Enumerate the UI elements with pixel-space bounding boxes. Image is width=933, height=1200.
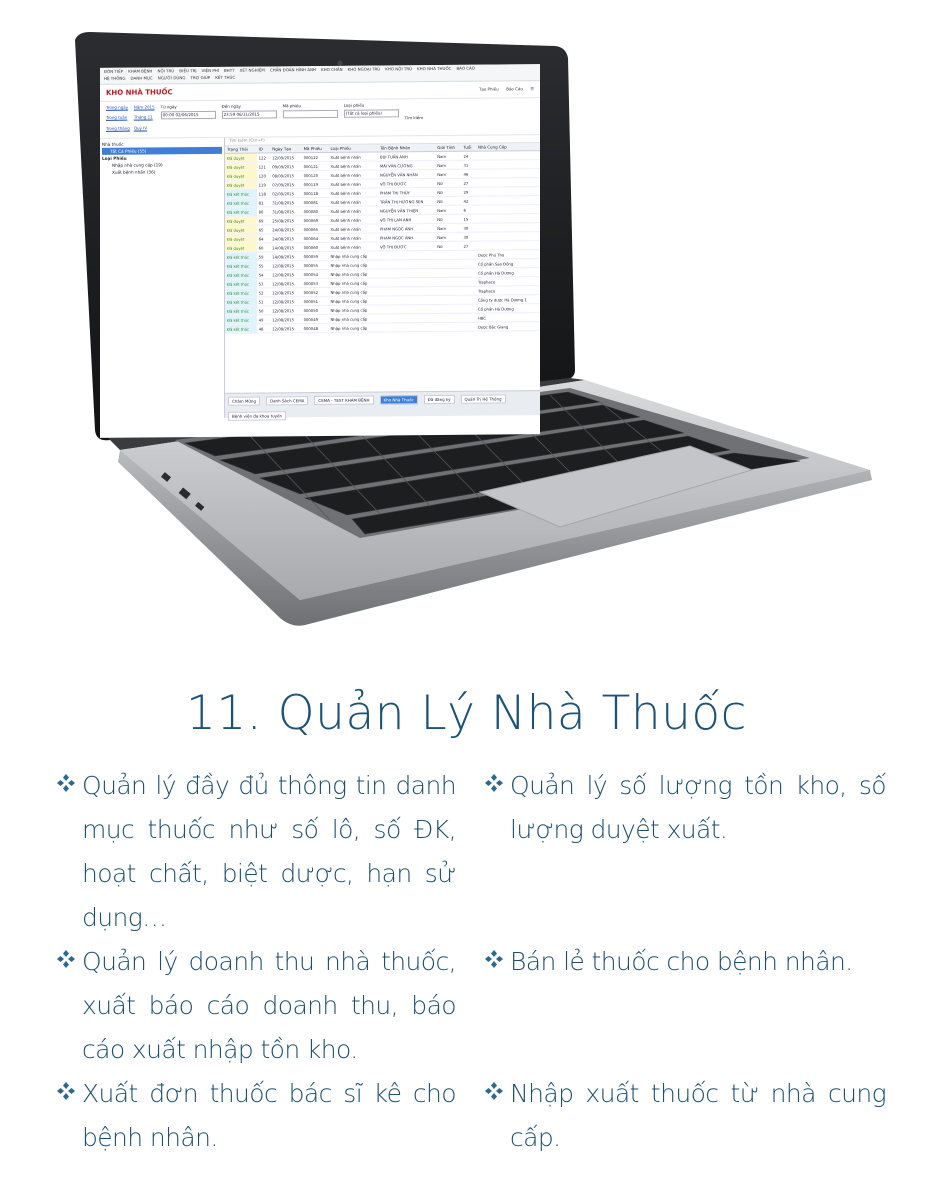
table-cell: Nữ: [435, 241, 461, 250]
grid-search-input[interactable]: Tìm kiếm (Ctrl+F): [225, 135, 540, 146]
table-cell: [462, 295, 476, 304]
hamburger-menu-icon[interactable]: ☰: [530, 86, 534, 92]
table-cell: Nhập nhà cung cấp: [328, 278, 378, 287]
table-cell: Đã duyệt: [225, 216, 257, 225]
table-cell: 52: [257, 288, 271, 297]
menu-item[interactable]: DANH MỤC: [130, 75, 153, 81]
menu-item[interactable]: BHYT: [223, 67, 235, 73]
tree-header: Nhà thuốc: [102, 141, 124, 147]
table-cell: Traphaco: [476, 277, 540, 287]
table-cell: [435, 259, 461, 268]
table-cell: Xuất bệnh nhân: [328, 170, 378, 179]
table-cell: 000055: [302, 260, 329, 269]
table-cell: 09/09/2015: [270, 162, 301, 171]
table-cell: 31/08/2015: [270, 207, 301, 216]
table-cell: 30: [462, 223, 476, 232]
table-cell: 12/08/2015: [270, 297, 301, 306]
table-cell: [462, 286, 476, 295]
report-button[interactable]: Báo Cáo: [506, 86, 523, 92]
table-cell: Đã kết thúc: [225, 261, 257, 270]
table-cell: 000065: [302, 224, 329, 233]
table-cell: 000059: [302, 251, 329, 260]
table-cell: 69: [257, 216, 271, 225]
feature-text: Xuất đơn thuốc bác sĩ kê cho bệnh nhân.: [82, 1079, 456, 1152]
footer-link[interactable]: Bệnh viện đa khoa tuyến: [228, 411, 286, 421]
table-cell: 46: [462, 169, 476, 178]
table-cell: [435, 322, 461, 331]
quick-date-link[interactable]: Tháng 11: [133, 114, 153, 120]
table-cell: Đã duyệt: [225, 180, 257, 189]
voucher-type-label: Loại phiếu: [343, 102, 365, 108]
quick-date-link[interactable]: Trong tháng: [106, 125, 130, 131]
table-cell: NGUYỄN VĂN NHÂN: [378, 169, 435, 179]
table-cell: [435, 286, 461, 295]
table-cell: Nam: [435, 169, 461, 178]
table-cell: BÙI TUẤN ANH: [378, 151, 435, 161]
from-date-input[interactable]: 00:00 02/06/2015: [161, 111, 216, 119]
table-cell: Nam: [435, 151, 461, 160]
table-cell: Xuất bệnh nhân: [328, 215, 378, 224]
tree-item-export[interactable]: Xuất bệnh nhân (36): [112, 169, 156, 175]
table-cell: MÃI VĂN CƯỜNG: [378, 160, 435, 170]
table-cell: 118: [257, 189, 271, 198]
tree-item-all[interactable]: Tất Cả Phiếu (55): [102, 147, 222, 155]
feature-item: [484, 764, 886, 940]
tree-item-import[interactable]: Nhập nhà cung cấp (19): [112, 162, 163, 168]
table-cell: 64: [257, 234, 271, 243]
table-cell: VÕ THỊ ĐƯỢC: [378, 241, 435, 251]
column-header[interactable]: Tên Bệnh Nhân: [378, 144, 435, 152]
table-cell: Đã kết thúc: [225, 270, 257, 279]
table-cell: 000053: [302, 278, 329, 287]
table-cell: 08/09/2015: [270, 171, 301, 180]
table-cell: 24/08/2015: [270, 234, 301, 243]
app-title: KHO NHÀ THUỐC: [106, 88, 173, 97]
app-screen: [100, 64, 540, 438]
table-cell: 000060: [302, 242, 329, 251]
table-cell: [435, 295, 461, 304]
table-cell: Nhập nhà cung cấp: [328, 323, 378, 332]
menu-item[interactable]: KHO NGOẠI TRÚ: [347, 66, 381, 72]
feature-list: [56, 764, 886, 1162]
table-cell: Đã kết thúc: [225, 306, 257, 315]
table-cell: 000122: [302, 152, 329, 161]
table-cell: [462, 277, 476, 286]
table-cell: Nhập nhà cung cấp: [328, 260, 378, 269]
feature-text: Quản lý doanh thu nhà thuốc, xuất báo cáo doanh thu, báo cáo xuất nhập tồn kho.: [82, 947, 456, 1064]
menu-item[interactable]: KẾT THÚC: [215, 74, 236, 80]
table-cell: VÕ THỊ LAN ANH: [378, 214, 435, 224]
menu-item[interactable]: CHẨN ĐOÁN HÌNH ẢNH: [269, 67, 317, 73]
feature-text: Quản lý đầy đủ thông tin danh mục thuốc như số lô, số ĐK, hoạt chất, biệt dược, hạn sử dụng…: [82, 771, 456, 932]
table-cell: Đã kết thúc: [225, 189, 257, 198]
table-cell: [462, 250, 476, 259]
menu-item[interactable]: HỆ THỐNG: [104, 75, 126, 81]
menu-item[interactable]: XÉT NGHIỆM: [239, 67, 265, 73]
table-cell: Đã duyệt: [225, 162, 257, 171]
table-cell: Đã kết thúc: [225, 252, 257, 261]
column-header[interactable]: Loại Phiếu: [328, 144, 378, 152]
table-cell: 000052: [302, 287, 329, 296]
bottom-tab[interactable]: Chăm Mừng: [228, 397, 260, 406]
voucher-grid: [225, 135, 540, 418]
table-cell: 02/09/2015: [270, 189, 301, 198]
table-cell: PHẠM NGỌC ÁNH: [378, 223, 435, 233]
table-cell: 000080: [302, 206, 329, 215]
table-cell: Nhập nhà cung cấp: [328, 269, 378, 278]
table-cell: Nữ: [435, 196, 461, 205]
four-diamond-bullet-icon: [56, 764, 82, 797]
table-cell: 12/08/2015: [270, 288, 301, 297]
menu-item[interactable]: KHÁM BỆNH: [128, 68, 153, 74]
table-cell: 000050: [302, 305, 329, 314]
table-cell: 42: [462, 196, 476, 205]
table-cell: [378, 322, 435, 332]
table-cell: 53: [257, 279, 271, 288]
table-cell: Traphaco: [476, 286, 540, 296]
feature-item: [56, 940, 456, 1072]
table-cell: 29: [462, 187, 476, 196]
table-cell: 15: [462, 214, 476, 223]
table-cell: 30: [462, 232, 476, 241]
table-cell: [435, 304, 461, 313]
table-cell: Đã kết thúc: [225, 279, 257, 288]
menu-item[interactable]: NGƯỜI DÙNG: [157, 75, 186, 81]
table-cell: Đã kết thúc: [225, 297, 257, 306]
tree-item-group[interactable]: Loại Phiếu: [102, 155, 127, 161]
table-cell: 120: [257, 171, 271, 180]
quick-date-links: [106, 104, 155, 134]
table-cell: HBC: [476, 313, 540, 323]
table-cell: [462, 259, 476, 268]
table-cell: Xuất bệnh nhân: [328, 233, 378, 242]
table-cell: Đã kết thúc: [225, 324, 257, 333]
table-cell: 50: [257, 306, 271, 315]
table-cell: Xuất bệnh nhân: [328, 161, 378, 170]
table-cell: 000049: [302, 314, 329, 323]
table-cell: 000051: [302, 296, 329, 305]
table-cell: Cổ phần Hà Dương: [476, 268, 540, 278]
table-cell: 55: [257, 261, 271, 270]
menu-item[interactable]: KHO CHẴN: [321, 66, 343, 72]
search-button[interactable]: Tìm kiếm: [404, 114, 424, 120]
table-cell: VÕ THỊ ĐƯỢC: [378, 178, 435, 188]
table-cell: 27: [462, 241, 476, 250]
table-cell: 12/08/2015: [270, 261, 301, 270]
menu-item[interactable]: NỘI TRÚ: [157, 68, 175, 74]
voucher-code-label: Mã phiếu: [282, 103, 301, 109]
table-cell: PHẠM NGỌC ÁNH: [378, 232, 435, 242]
table-cell: 24: [462, 151, 476, 160]
table-cell: 12/08/2015: [270, 315, 301, 324]
footer-link[interactable]: Đã đăng ký: [424, 395, 455, 404]
table-cell: Đã duyệt: [225, 153, 257, 162]
four-diamond-bullet-icon: [56, 940, 82, 973]
table-cell: 000121: [302, 161, 329, 170]
table-cell: [462, 322, 476, 331]
table-cell: Xuất bệnh nhân: [328, 206, 378, 215]
table-cell: PHẠM THỊ THÚY: [378, 187, 435, 197]
table-cell: 25/08/2015: [270, 216, 301, 225]
table-cell: 31: [462, 160, 476, 169]
table-row[interactable]: [225, 322, 540, 334]
bottom-tab[interactable]: CEMA - TEST KHÁM BỆNH: [314, 396, 373, 406]
four-diamond-bullet-icon: [484, 940, 510, 973]
table-cell: Nữ: [435, 187, 461, 196]
table-cell: 60: [257, 243, 271, 252]
footer-link[interactable]: Quản Trị Hệ Thống: [461, 394, 506, 403]
feature-item: [56, 764, 456, 940]
table-cell: Đã kết thúc: [225, 288, 257, 297]
to-date-input[interactable]: 23:59 06/11/2015: [222, 110, 277, 118]
table-cell: 000120: [302, 170, 329, 179]
from-date-label: Từ ngày: [160, 104, 177, 110]
table-cell: 000064: [302, 233, 329, 242]
menu-item[interactable]: KHO NỘI TRÚ: [385, 66, 413, 72]
table-cell: 49: [257, 315, 271, 324]
table-cell: 65: [257, 225, 271, 234]
voucher-type-select[interactable]: (Tất cả loại phiếu): [344, 109, 399, 117]
four-diamond-bullet-icon: [56, 1072, 82, 1105]
table-cell: Công ty dược Hà Dương 1: [476, 295, 540, 305]
section-heading: 11. Quản Lý Nhà Thuốc: [185, 686, 747, 741]
column-header[interactable]: Tuổi: [462, 144, 476, 152]
table-cell: [435, 313, 461, 322]
filter-panel: [100, 98, 540, 139]
table-cell: Xuất bệnh nhân: [328, 242, 378, 251]
menu-item[interactable]: TRỢ GIÚP: [190, 74, 211, 81]
column-header[interactable]: Trạng Thái: [225, 146, 257, 154]
feature-item: [56, 1072, 456, 1162]
table-cell: 80: [257, 207, 271, 216]
table-cell: [435, 250, 461, 259]
table-cell: Cổ phần Sao Đồng: [476, 259, 540, 269]
table-cell: Xuất bệnh nhân: [328, 224, 378, 233]
table-cell: [462, 304, 476, 313]
table-cell: 48: [257, 324, 271, 333]
table-cell: 000069: [302, 215, 329, 224]
table-cell: 000118: [302, 188, 329, 197]
column-header[interactable]: Ngày Tạo: [270, 145, 301, 153]
quick-date-link[interactable]: Năm 2015: [133, 104, 155, 110]
to-date-label: Đến ngày: [221, 103, 241, 109]
table-cell: 12/08/2015: [270, 270, 301, 279]
column-header[interactable]: Mã Phiếu: [302, 145, 329, 153]
table-cell: Nhập nhà cung cấp: [328, 287, 378, 296]
feature-item: [484, 940, 886, 1072]
table-cell: Nhập nhà cung cấp: [328, 296, 378, 305]
table-cell: 12/08/2015: [270, 324, 301, 333]
table-cell: Xuất bệnh nhân: [328, 197, 378, 206]
bottom-tab-bar: [225, 390, 540, 418]
table-cell: Đã duyệt: [225, 243, 257, 252]
table-cell: 31/08/2015: [270, 198, 301, 207]
table-cell: Đã kết thúc: [225, 198, 257, 207]
voucher-tree: [100, 138, 225, 419]
table-cell: 51: [257, 297, 271, 306]
feature-text: Nhập xuất thuốc từ nhà cung cấp.: [510, 1079, 886, 1152]
table-cell: Nhập nhà cung cấp: [328, 314, 378, 323]
table-cell: 12/08/2015: [270, 306, 301, 315]
table-cell: 000081: [302, 197, 329, 206]
four-diamond-bullet-icon: [484, 764, 510, 797]
quick-date-link[interactable]: Trong ngày: [106, 104, 129, 110]
table-cell: Nam: [435, 160, 461, 169]
table-cell: 59: [257, 252, 271, 261]
table-cell: Nữ: [435, 178, 461, 187]
table-cell: Nam: [435, 232, 461, 241]
table-cell: Nhập nhà cung cấp: [328, 251, 378, 260]
table-cell: 121: [257, 162, 271, 171]
menu-item[interactable]: KHO NHÀ THUỐC: [417, 65, 452, 72]
table-cell: 000048: [302, 323, 329, 332]
table-cell: Nhập nhà cung cấp: [328, 305, 378, 314]
table-cell: [462, 268, 476, 277]
menu-item[interactable]: VIỆN PHÍ: [201, 67, 219, 74]
table-cell: TRẦN THỊ HƯƠNG SEN: [378, 196, 435, 206]
table-cell: 14/08/2015: [270, 252, 301, 261]
table-cell: Nam: [435, 205, 461, 214]
table-cell: Đã duyệt: [225, 234, 257, 243]
table-cell: 81: [257, 198, 271, 207]
table-cell: 27: [462, 178, 476, 187]
column-header[interactable]: Nhà Cung Cấp: [476, 143, 540, 151]
feature-text: Bán lẻ thuốc cho bệnh nhân.: [510, 947, 853, 976]
table-cell: Nữ: [435, 214, 461, 223]
table-cell: NGUYỄN VĂN THIỆN: [378, 205, 435, 215]
table-cell: [435, 268, 461, 277]
table-cell: [435, 277, 461, 286]
feature-item: [484, 1072, 886, 1162]
quick-date-link[interactable]: Quý IV: [133, 125, 148, 131]
table-cell: Xuất bệnh nhân: [328, 152, 378, 161]
table-cell: Cổ phần Hà Dương: [476, 304, 540, 314]
voucher-code-input[interactable]: [283, 110, 338, 118]
table-cell: Đã duyệt: [225, 225, 257, 234]
four-diamond-bullet-icon: [484, 1072, 510, 1105]
table-cell: 24/08/2015: [270, 225, 301, 234]
table-cell: [462, 313, 476, 322]
table-cell: 07/09/2015: [270, 180, 301, 189]
table-cell: 000119: [302, 179, 329, 188]
column-header[interactable]: ID: [257, 145, 271, 153]
table-cell: 000054: [302, 269, 329, 278]
table-cell: Xuất bệnh nhân: [328, 179, 378, 188]
table-cell: 6: [462, 205, 476, 214]
bottom-tab[interactable]: Kho Nhà Thuốc: [380, 395, 418, 404]
table-cell: 12/09/2015: [270, 153, 301, 162]
table-cell: Đã kết thúc: [225, 207, 257, 216]
menu-item[interactable]: BÁO CÁO: [456, 65, 475, 71]
table-cell: Dược Phú Thọ: [476, 250, 540, 260]
quick-date-link[interactable]: Trong tuần: [106, 115, 128, 121]
table-cell: Đã kết thúc: [225, 315, 257, 324]
table-cell: 119: [257, 180, 271, 189]
table-cell: Dược Bắc Giang: [476, 322, 540, 332]
create-voucher-button[interactable]: Tạo Phiếu: [478, 86, 499, 92]
table-cell: 122: [257, 153, 271, 162]
table-cell: 12/08/2015: [270, 279, 301, 288]
table-cell: 14/08/2015: [270, 243, 301, 252]
column-header[interactable]: Giới Tính: [435, 144, 461, 152]
table-cell: Xuất bệnh nhân: [328, 188, 378, 197]
table-cell: Nam: [435, 223, 461, 232]
menu-item[interactable]: ĐÓN TIẾP: [104, 68, 124, 74]
feature-text: Quản lý số lượng tồn kho, số lượng duyệt xuất.: [510, 771, 886, 844]
bottom-tab[interactable]: Danh Sách CEMA: [266, 396, 308, 405]
table-cell: 54: [257, 270, 271, 279]
menu-item[interactable]: ĐIỀU TRỊ: [179, 68, 197, 74]
table-cell: Đã duyệt: [225, 171, 257, 180]
